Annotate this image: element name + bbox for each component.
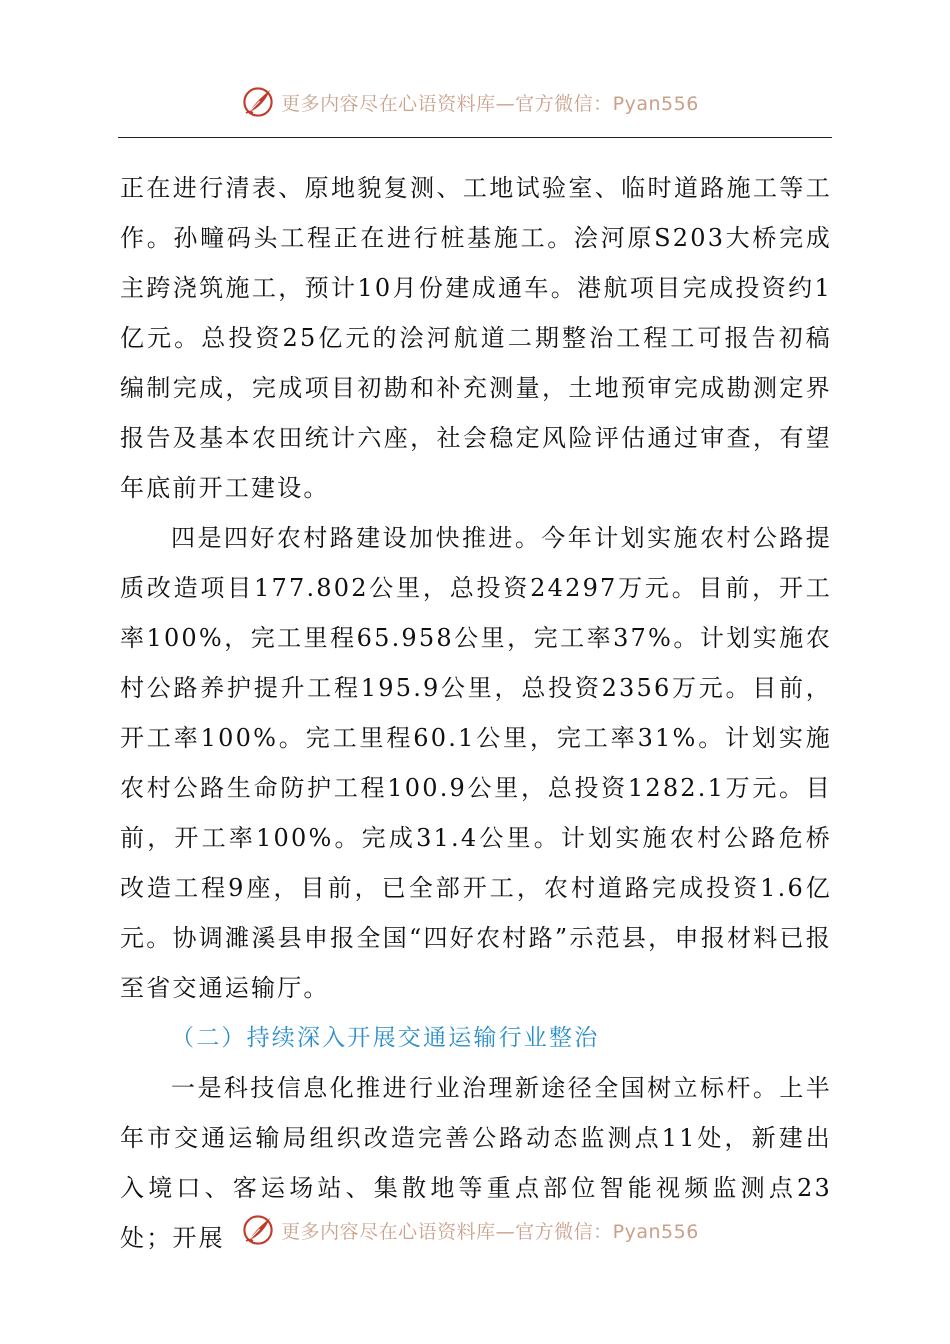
paragraph-continuation: 正在进行清表、原地貌复测、工地试验室、临时道路施工等工作。孙疃码头工程正在进行桩基施工。浍河原S203大桥完成主跨浇筑施工，预计10月份建成通车。港航项目完成投资约1亿元。总投资25亿元的浍河航道二期整治工程工可报告初稿编制完成，完成项目初勘和补充测量，土地预审完成勘测定界报告及基本农田统计六座，社会稳定风险评估通过审查，有望年底前开工建设。 [120,174,832,502]
paragraph-tech-governance: 一是科技信息化推进行业治理新途径全国树立标杆。上半年市交通运输局组织改造完善公路动态监测点11处，新建出入境口、客运场站、集散地等重点部位智能视频监测点23处；开展 [120,1074,832,1252]
footer-banner [0,1210,950,1250]
section-heading: （二）持续深入开展交通运输行业整治 [171,1025,600,1051]
quill-pen-icon [241,85,275,119]
document-body [120,163,832,1263]
header-divider [118,137,832,138]
paragraph-rural-roads: 四是四好农村路建设加快推进。今年计划实施农村公路提质改造项目177.802公里，总投资24297万元。目前，开工率100%，完工里程65.958公里，完工率37%。计划实施农村公路养护提升工程195.9公里，总投资2356万元。目前，开工率100%。完工里程60.1公里，完工率31%。计划实施农村公路生命防护工程100.9公里，总投资1282.1万元。目前，开工率100%。完成31.4公里。计划实施农村公路危桥改造工程9座，目前，已全部开工，农村道路完成投资1.6亿元。协调濉溪县申报全国“四好农村路”示范县，申报材料已报至省交通运输厅。 [120,524,832,1002]
header-banner [0,82,950,122]
banner-text: 更多内容尽在心语资料库—官方微信：Pyan556 [281,92,699,115]
banner-text: 更多内容尽在心语资料库—官方微信：Pyan556 [281,1220,699,1243]
quill-pen-icon [241,1213,275,1247]
